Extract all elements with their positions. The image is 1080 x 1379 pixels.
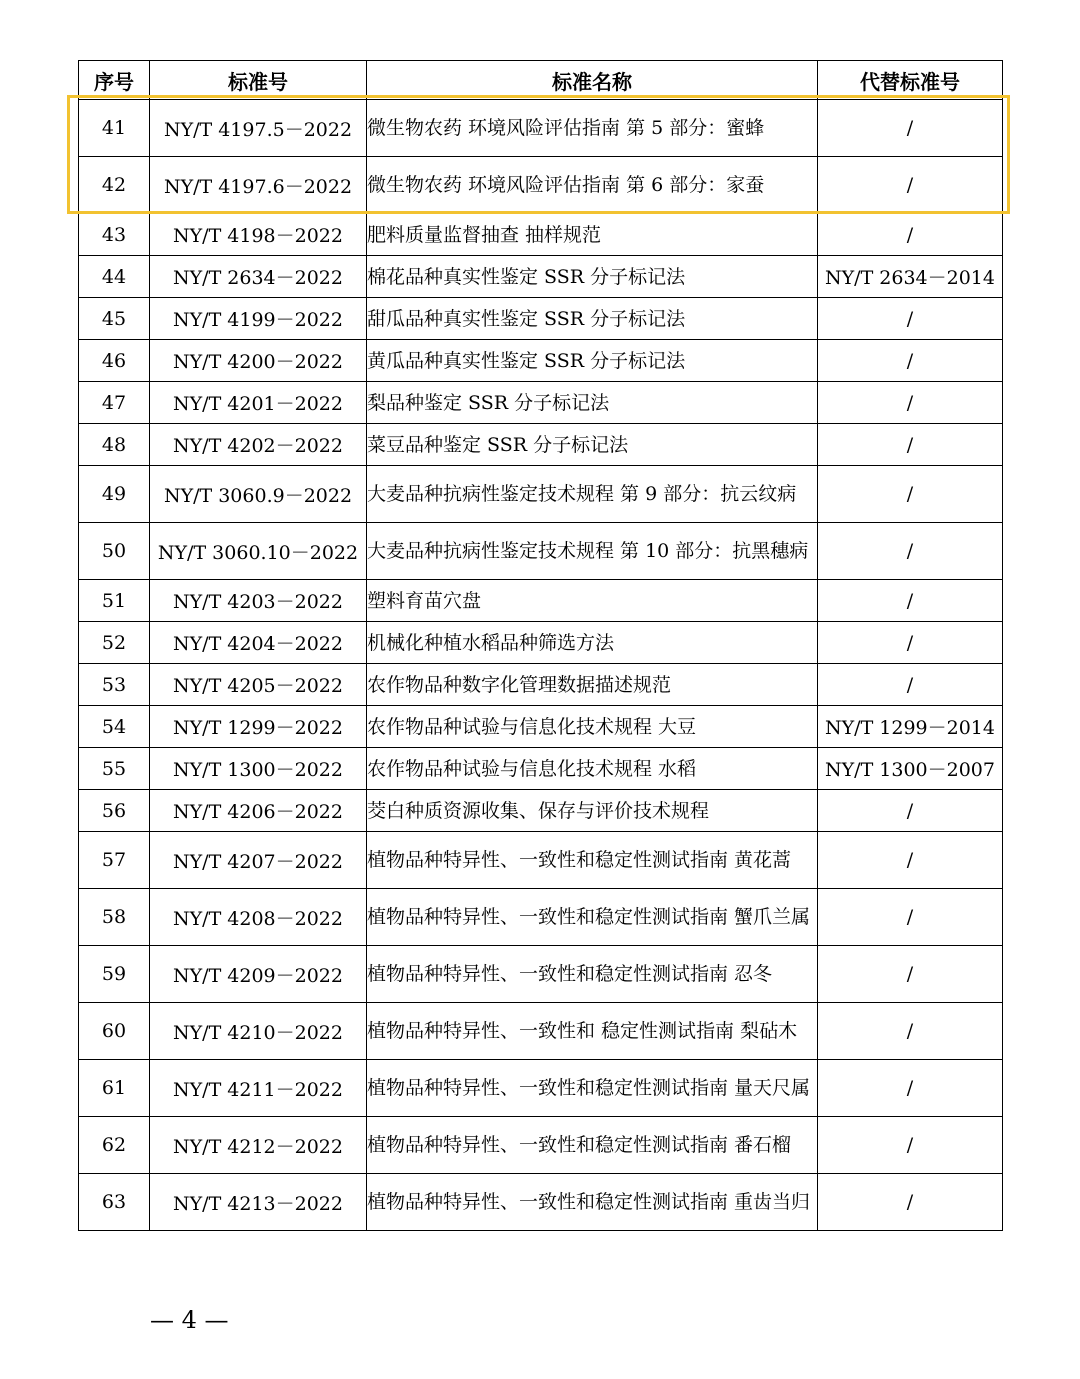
cell-replaced-standard: / xyxy=(818,1003,1003,1060)
table-row xyxy=(79,889,1003,946)
cell-standard-name: 植物品种特异性、一致性和稳定性测试指南 蟹爪兰属 xyxy=(367,889,818,946)
cell-serial-number: 55 xyxy=(79,748,150,790)
cell-serial-number: 50 xyxy=(79,523,150,580)
cell-serial-number: 43 xyxy=(79,214,150,256)
cell-serial-number: 58 xyxy=(79,889,150,946)
cell-standard-number: NY/T 4208－2022 xyxy=(150,889,367,946)
cell-serial-number: 62 xyxy=(79,1117,150,1174)
cell-standard-name: 植物品种特异性、一致性和稳定性测试指南 番石榴 xyxy=(367,1117,818,1174)
cell-standard-number: NY/T 4211－2022 xyxy=(150,1060,367,1117)
table-row xyxy=(79,214,1003,256)
cell-serial-number: 51 xyxy=(79,580,150,622)
table-row xyxy=(79,622,1003,664)
table-row xyxy=(79,256,1003,298)
cell-replaced-standard: / xyxy=(818,466,1003,523)
cell-standard-number: NY/T 4204－2022 xyxy=(150,622,367,664)
cell-replaced-standard: / xyxy=(818,523,1003,580)
cell-replaced-standard: / xyxy=(818,580,1003,622)
cell-standard-number: NY/T 4210－2022 xyxy=(150,1003,367,1060)
table-row xyxy=(79,832,1003,889)
table-header-row xyxy=(79,61,1003,100)
cell-replaced-standard: / xyxy=(818,790,1003,832)
cell-standard-name: 大麦品种抗病性鉴定技术规程 第 10 部分：抗黑穗病 xyxy=(367,523,818,580)
table-row xyxy=(79,790,1003,832)
cell-standard-number: NY/T 4199－2022 xyxy=(150,298,367,340)
cell-replaced-standard: / xyxy=(818,889,1003,946)
cell-replaced-standard: NY/T 1300－2007 xyxy=(818,748,1003,790)
cell-standard-number: NY/T 4197.6－2022 xyxy=(150,157,367,214)
cell-standard-name: 农作物品种试验与信息化技术规程 大豆 xyxy=(367,706,818,748)
cell-replaced-standard: / xyxy=(818,340,1003,382)
cell-standard-name: 植物品种特异性、一致性和 稳定性测试指南 梨砧木 xyxy=(367,1003,818,1060)
table-row xyxy=(79,1003,1003,1060)
cell-serial-number: 56 xyxy=(79,790,150,832)
cell-replaced-standard: / xyxy=(818,946,1003,1003)
cell-replaced-standard: / xyxy=(818,382,1003,424)
cell-standard-name: 农作物品种数字化管理数据描述规范 xyxy=(367,664,818,706)
table-row xyxy=(79,298,1003,340)
cell-replaced-standard: NY/T 2634－2014 xyxy=(818,256,1003,298)
cell-standard-name: 植物品种特异性、一致性和稳定性测试指南 忍冬 xyxy=(367,946,818,1003)
cell-standard-name: 塑料育苗穴盘 xyxy=(367,580,818,622)
header-serial-number: 序号 xyxy=(79,61,150,100)
cell-standard-name: 微生物农药 环境风险评估指南 第 5 部分：蜜蜂 xyxy=(367,100,818,157)
cell-standard-name: 大麦品种抗病性鉴定技术规程 第 9 部分：抗云纹病 xyxy=(367,466,818,523)
cell-replaced-standard: / xyxy=(818,298,1003,340)
table-row xyxy=(79,1060,1003,1117)
cell-replaced-standard: / xyxy=(818,157,1003,214)
cell-standard-name: 甜瓜品种真实性鉴定 SSR 分子标记法 xyxy=(367,298,818,340)
cell-serial-number: 60 xyxy=(79,1003,150,1060)
cell-standard-number: NY/T 1300－2022 xyxy=(150,748,367,790)
table-row xyxy=(79,382,1003,424)
cell-standard-number: NY/T 4212－2022 xyxy=(150,1117,367,1174)
table-row xyxy=(79,1117,1003,1174)
cell-standard-number: NY/T 4207－2022 xyxy=(150,832,367,889)
cell-serial-number: 53 xyxy=(79,664,150,706)
cell-standard-name: 微生物农药 环境风险评估指南 第 6 部分：家蚕 xyxy=(367,157,818,214)
cell-standard-name: 肥料质量监督抽查 抽样规范 xyxy=(367,214,818,256)
cell-serial-number: 59 xyxy=(79,946,150,1003)
cell-serial-number: 47 xyxy=(79,382,150,424)
cell-replaced-standard: / xyxy=(818,1174,1003,1231)
cell-serial-number: 42 xyxy=(79,157,150,214)
table-row xyxy=(79,664,1003,706)
cell-standard-number: NY/T 4198－2022 xyxy=(150,214,367,256)
cell-standard-name: 梨品种鉴定 SSR 分子标记法 xyxy=(367,382,818,424)
cell-standard-name: 农作物品种试验与信息化技术规程 水稻 xyxy=(367,748,818,790)
cell-replaced-standard: / xyxy=(818,832,1003,889)
cell-standard-name: 植物品种特异性、一致性和稳定性测试指南 重齿当归 xyxy=(367,1174,818,1231)
cell-standard-number: NY/T 4213－2022 xyxy=(150,1174,367,1231)
cell-replaced-standard: / xyxy=(818,622,1003,664)
cell-serial-number: 46 xyxy=(79,340,150,382)
table-row xyxy=(79,946,1003,1003)
cell-standard-number: NY/T 3060.9－2022 xyxy=(150,466,367,523)
cell-standard-number: NY/T 4203－2022 xyxy=(150,580,367,622)
table-row xyxy=(79,580,1003,622)
table-row xyxy=(79,1174,1003,1231)
page-number: — 4 — xyxy=(150,1306,229,1334)
cell-standard-number: NY/T 1299－2022 xyxy=(150,706,367,748)
cell-standard-name: 植物品种特异性、一致性和稳定性测试指南 量天尺属 xyxy=(367,1060,818,1117)
standards-table xyxy=(78,60,1003,1231)
cell-standard-number: NY/T 4209－2022 xyxy=(150,946,367,1003)
cell-replaced-standard: / xyxy=(818,424,1003,466)
cell-standard-name: 植物品种特异性、一致性和稳定性测试指南 黄花蒿 xyxy=(367,832,818,889)
table-body xyxy=(79,100,1003,1231)
cell-standard-number: NY/T 4200－2022 xyxy=(150,340,367,382)
header-standard-name: 标准名称 xyxy=(367,61,818,100)
cell-serial-number: 49 xyxy=(79,466,150,523)
cell-serial-number: 57 xyxy=(79,832,150,889)
cell-standard-number: NY/T 4201－2022 xyxy=(150,382,367,424)
table-row xyxy=(79,424,1003,466)
table-row xyxy=(79,706,1003,748)
cell-standard-name: 棉花品种真实性鉴定 SSR 分子标记法 xyxy=(367,256,818,298)
header-replaced-standard: 代替标准号 xyxy=(818,61,1003,100)
cell-replaced-standard: / xyxy=(818,664,1003,706)
cell-replaced-standard: / xyxy=(818,100,1003,157)
cell-serial-number: 61 xyxy=(79,1060,150,1117)
cell-replaced-standard: / xyxy=(818,1060,1003,1117)
table-row xyxy=(79,466,1003,523)
cell-serial-number: 48 xyxy=(79,424,150,466)
table-row xyxy=(79,100,1003,157)
cell-standard-name: 机械化种植水稻品种筛选方法 xyxy=(367,622,818,664)
table-row xyxy=(79,157,1003,214)
cell-serial-number: 41 xyxy=(79,100,150,157)
cell-standard-number: NY/T 2634－2022 xyxy=(150,256,367,298)
cell-standard-name: 黄瓜品种真实性鉴定 SSR 分子标记法 xyxy=(367,340,818,382)
cell-standard-number: NY/T 3060.10－2022 xyxy=(150,523,367,580)
cell-standard-name: 菜豆品种鉴定 SSR 分子标记法 xyxy=(367,424,818,466)
cell-standard-number: NY/T 4197.5－2022 xyxy=(150,100,367,157)
cell-serial-number: 54 xyxy=(79,706,150,748)
cell-replaced-standard: / xyxy=(818,214,1003,256)
cell-standard-number: NY/T 4202－2022 xyxy=(150,424,367,466)
cell-serial-number: 45 xyxy=(79,298,150,340)
table-row xyxy=(79,340,1003,382)
cell-serial-number: 63 xyxy=(79,1174,150,1231)
cell-standard-number: NY/T 4205－2022 xyxy=(150,664,367,706)
cell-standard-number: NY/T 4206－2022 xyxy=(150,790,367,832)
table-row xyxy=(79,523,1003,580)
cell-standard-name: 茭白种质资源收集、保存与评价技术规程 xyxy=(367,790,818,832)
table-row xyxy=(79,748,1003,790)
cell-replaced-standard: / xyxy=(818,1117,1003,1174)
cell-serial-number: 52 xyxy=(79,622,150,664)
header-standard-number: 标准号 xyxy=(150,61,367,100)
cell-replaced-standard: NY/T 1299－2014 xyxy=(818,706,1003,748)
cell-serial-number: 44 xyxy=(79,256,150,298)
